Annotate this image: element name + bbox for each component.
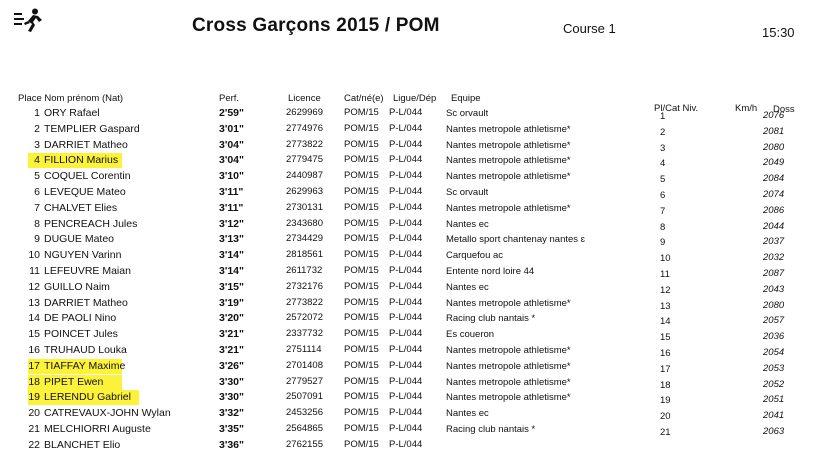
name-cell: TEMPLIER Gaspard	[44, 122, 140, 135]
ligue-cell: P-L/044	[389, 122, 423, 134]
perf-cell: 3'13"	[219, 233, 244, 246]
pl-cat-cell: 4	[660, 158, 666, 170]
licence-cell: 2701408	[286, 359, 323, 371]
perf-cell: 3'11"	[219, 201, 244, 214]
ligue-cell: P-L/044	[389, 438, 423, 450]
cat-cell: POM/15	[344, 423, 379, 434]
name-cell: DARRIET Matheo	[44, 296, 128, 309]
pl-cat-cell: 8	[660, 221, 666, 233]
cat-cell: POM/15	[344, 359, 379, 371]
name-cell: TRUHAUD Louka	[44, 344, 127, 356]
ligue-cell: P-L/044	[389, 328, 423, 340]
perf-cell: 3'04"	[219, 154, 244, 167]
ligue-cell: P-L/044	[389, 375, 423, 387]
pl-cat-cell: 5	[660, 174, 666, 186]
place-cell: 22	[28, 438, 40, 451]
equipe-cell: Carquefou ac	[446, 250, 504, 262]
pl-cat-cell: 18	[660, 379, 671, 391]
perf-cell: 3'36"	[219, 438, 244, 451]
pl-cat-cell: 14	[660, 316, 671, 328]
pl-cat-cell: 15	[660, 332, 671, 344]
doss-cell: 2044	[763, 220, 785, 232]
cat-cell: POM/15	[344, 312, 379, 324]
pl-cat-cell: 20	[660, 411, 671, 423]
cat-cell: POM/15	[344, 186, 379, 197]
equipe-cell: Es coueron	[446, 329, 495, 341]
doss-cell: 2063	[763, 426, 785, 437]
place-cell: 7	[34, 201, 40, 214]
equipe-cell: Nantes metropole athletisme*	[446, 171, 571, 183]
cat-cell: POM/15	[344, 122, 379, 134]
doss-cell: 2087	[763, 268, 785, 279]
ligue-cell: P-L/044	[389, 249, 423, 261]
doss-cell: 2080	[763, 299, 785, 311]
equipe-cell: Nantes ec	[446, 408, 489, 420]
perf-cell: 3'30"	[219, 391, 244, 404]
ligue-cell: P-L/044	[389, 217, 423, 229]
pl-cat-cell: 11	[660, 269, 670, 280]
cat-cell: POM/15	[344, 407, 379, 419]
place-cell: 18	[28, 375, 40, 388]
equipe-cell: Nantes metropole athletisme*	[446, 155, 571, 167]
doss-cell: 2057	[763, 315, 785, 327]
name-cell: TIAFFAY Maxime	[44, 359, 126, 372]
runner-icon	[14, 8, 44, 36]
licence-cell: 2779527	[286, 375, 323, 387]
ligue-cell: P-L/044	[389, 170, 423, 182]
perf-cell: 2'59"	[219, 107, 244, 119]
place-cell: 2	[34, 122, 40, 135]
cat-cell: POM/15	[344, 375, 379, 387]
pl-cat-cell: 12	[660, 284, 671, 296]
header-licence: Licence	[288, 93, 321, 104]
place-cell: 16	[28, 344, 40, 356]
perf-cell: 3'10"	[219, 170, 244, 183]
equipe-cell: Metallo sport chantenay nantes ɛ	[446, 234, 586, 246]
equipe-cell: Nantes metropole athletisme*	[446, 297, 571, 309]
cat-cell: POM/15	[344, 138, 379, 150]
equipe-cell: Sc orvault	[446, 108, 489, 119]
ligue-cell: P-L/044	[389, 280, 423, 292]
doss-cell: 2041	[763, 410, 785, 422]
pl-cat-cell: 3	[660, 142, 666, 154]
cat-cell: POM/15	[344, 154, 379, 166]
doss-cell: 2037	[763, 236, 785, 248]
name-cell: COQUEL Corentin	[44, 170, 131, 183]
perf-cell: 3'21"	[219, 344, 244, 356]
place-cell: 10	[28, 249, 40, 262]
place-cell: 9	[34, 233, 40, 246]
doss-cell: 2032	[763, 252, 785, 264]
ligue-cell: P-L/044	[389, 154, 423, 166]
licence-cell: 2734429	[286, 233, 323, 245]
pl-cat-cell: 2	[660, 126, 666, 138]
ligue-cell: P-L/044	[389, 423, 423, 434]
cat-cell: POM/15	[344, 201, 379, 213]
perf-cell: 3'19"	[219, 296, 244, 309]
doss-cell: 2052	[763, 378, 785, 390]
doss-cell: 2074	[763, 189, 785, 200]
place-cell: 11	[29, 265, 40, 277]
doss-cell: 2036	[763, 331, 785, 343]
table-row	[0, 439, 818, 457]
doss-cell: 2043	[763, 283, 785, 295]
equipe-cell: Nantes metropole athletisme*	[446, 376, 571, 388]
ligue-cell: P-L/044	[389, 344, 423, 355]
header-pl-cat-niv: Pl/Cat Niv.	[654, 103, 699, 114]
place-cell: 1	[34, 107, 40, 119]
licence-cell: 2507091	[286, 391, 323, 403]
place-cell: 6	[34, 186, 40, 198]
ligue-cell: P-L/044	[389, 186, 423, 197]
pl-cat-cell: 6	[660, 190, 666, 201]
header-cat: Cat/né(e)	[344, 93, 384, 104]
place-cell: 5	[34, 170, 40, 183]
licence-cell: 2818561	[286, 249, 323, 261]
equipe-cell: Nantes metropole athletisme*	[446, 392, 571, 404]
header-doss: Doss	[773, 104, 795, 115]
name-cell: MELCHIORRI Auguste	[44, 423, 151, 435]
ligue-cell: P-L/044	[389, 233, 423, 245]
cat-cell: POM/15	[344, 391, 379, 403]
equipe-cell: Entente nord loire 44	[446, 266, 535, 277]
header-kmh: Km/h	[735, 103, 758, 114]
name-cell: PIPET Ewen	[44, 375, 104, 388]
doss-cell: 2084	[763, 173, 785, 185]
place-cell: 19	[28, 391, 40, 404]
place-cell: 14	[28, 312, 40, 325]
cat-cell: POM/15	[344, 296, 379, 308]
ligue-cell: P-L/044	[389, 107, 423, 118]
equipe-cell: Nantes ec	[446, 281, 489, 293]
name-cell: GUILLO Naim	[44, 280, 110, 293]
name-cell: DE PAOLI Nino	[44, 312, 117, 325]
equipe-cell: Nantes metropole athletisme*	[446, 360, 571, 372]
equipe-cell: Sc orvault	[446, 187, 489, 198]
pl-cat-cell: 16	[660, 348, 671, 359]
doss-cell: 2081	[763, 125, 785, 137]
perf-cell: 3'32"	[219, 407, 244, 420]
licence-cell: 2774976	[286, 122, 323, 134]
pl-cat-cell: 10	[660, 253, 671, 265]
doss-cell: 2076	[763, 110, 785, 121]
licence-cell: 2629963	[286, 186, 323, 197]
perf-cell: 3'15"	[219, 280, 244, 293]
equipe-cell: Nantes metropole athletisme*	[446, 123, 571, 135]
name-cell: DARRIET Matheo	[44, 138, 128, 151]
cat-cell: POM/15	[344, 249, 379, 261]
pl-cat-cell: 17	[660, 363, 671, 375]
equipe-cell: Nantes metropole athletisme*	[446, 139, 571, 151]
licence-cell: 2773822	[286, 296, 323, 308]
perf-cell: 3'21"	[219, 328, 244, 341]
licence-cell: 2611732	[286, 265, 323, 276]
pl-cat-cell: 21	[660, 427, 671, 438]
equipe-cell: Nantes metropole athletisme*	[446, 345, 571, 356]
place-cell: 20	[28, 407, 40, 420]
cat-cell: POM/15	[344, 280, 379, 292]
perf-cell: 3'14"	[219, 249, 244, 262]
name-cell: DUGUE Mateo	[44, 233, 115, 246]
header-ligue: Ligue/Dép	[393, 93, 437, 104]
ligue-cell: P-L/044	[389, 407, 423, 419]
pl-cat-cell: 1	[660, 111, 666, 122]
cat-cell: POM/15	[344, 107, 379, 118]
pl-cat-cell: 9	[660, 237, 666, 249]
name-cell: LERENDU Gabriel	[44, 391, 131, 404]
place-cell: 8	[34, 217, 40, 230]
perf-cell: 3'30"	[219, 375, 244, 388]
ligue-cell: P-L/044	[389, 201, 423, 213]
perf-cell: 3'26"	[219, 359, 244, 372]
page-title: Cross Garçons 2015 / POM	[192, 15, 440, 36]
name-cell: BLANCHET Elio	[44, 438, 121, 451]
pl-cat-cell: 13	[660, 300, 671, 312]
name-cell: LEVEQUE Mateo	[44, 186, 126, 198]
name-cell: NGUYEN Varinn	[44, 249, 122, 262]
equipe-cell: Nantes ec	[446, 218, 489, 230]
licence-cell: 2751114	[286, 344, 322, 355]
licence-cell: 2572072	[286, 312, 323, 324]
name-cell: POINCET Jules	[44, 328, 118, 341]
ligue-cell: P-L/044	[389, 312, 423, 324]
place-cell: 13	[28, 296, 40, 309]
perf-cell: 3'04"	[219, 138, 244, 151]
doss-cell: 2051	[763, 394, 785, 406]
cat-cell: POM/15	[344, 170, 379, 182]
place-cell: 12	[28, 280, 40, 293]
name-cell: CATREVAUX-JOHN Wylan	[44, 407, 171, 420]
place-cell: 3	[34, 138, 40, 151]
place-cell: 4	[34, 154, 40, 167]
licence-cell: 2453256	[286, 407, 323, 419]
name-cell: LEFEUVRE Maian	[44, 265, 131, 277]
licence-cell: 2440987	[286, 170, 323, 182]
ligue-cell: P-L/044	[389, 138, 423, 150]
licence-cell: 2343680	[286, 217, 323, 229]
course-label: Course 1	[563, 21, 616, 36]
cat-cell: POM/15	[344, 265, 379, 276]
equipe-cell: Nantes metropole athletisme*	[446, 202, 571, 214]
doss-cell: 2053	[763, 362, 785, 374]
ligue-cell: P-L/044	[389, 265, 423, 276]
equipe-cell: Racing club nantais *	[446, 313, 536, 325]
name-cell: CHALVET Elies	[44, 201, 118, 214]
cat-cell: POM/15	[344, 438, 379, 450]
perf-cell: 3'20"	[219, 312, 244, 325]
perf-cell: 3'14"	[219, 265, 244, 277]
licence-cell: 2629969	[286, 107, 323, 118]
ligue-cell: P-L/044	[389, 296, 423, 308]
equipe-cell: Racing club nantais *	[446, 424, 536, 435]
licence-cell: 2564865	[286, 423, 323, 434]
cat-cell: POM/15	[344, 217, 379, 229]
place-cell: 15	[28, 328, 40, 341]
header-place-nom: Place Nom prénom (Nat)	[18, 93, 124, 104]
name-cell: FILLION Marius	[44, 154, 119, 167]
licence-cell: 2773822	[286, 138, 323, 150]
doss-cell: 2054	[763, 347, 785, 358]
start-time: 15:30	[762, 25, 795, 40]
header-perf: Perf.	[219, 93, 240, 104]
perf-cell: 3'11"	[219, 186, 244, 198]
ligue-cell: P-L/044	[389, 391, 423, 403]
licence-cell: 2337732	[286, 328, 323, 340]
name-cell: ORY Rafael	[44, 107, 100, 119]
perf-cell: 3'12"	[219, 217, 244, 230]
doss-cell: 2049	[763, 157, 785, 169]
header-equipe: Equipe	[451, 93, 481, 104]
licence-cell: 2730131	[286, 201, 323, 213]
pl-cat-cell: 19	[660, 395, 671, 407]
place-cell: 21	[28, 423, 40, 435]
cat-cell: POM/15	[344, 344, 379, 355]
perf-cell: 3'35"	[219, 423, 244, 435]
doss-cell: 2080	[763, 141, 785, 153]
ligue-cell: P-L/044	[389, 359, 423, 371]
place-cell: 17	[28, 359, 40, 372]
doss-cell: 2086	[763, 204, 785, 216]
licence-cell: 2732176	[286, 280, 323, 292]
licence-cell: 2779475	[286, 154, 323, 166]
pl-cat-cell: 7	[660, 205, 666, 217]
perf-cell: 3'01"	[219, 122, 244, 135]
name-cell: PENCREACH Jules	[44, 217, 138, 230]
cat-cell: POM/15	[344, 233, 379, 245]
licence-cell: 2762155	[286, 438, 323, 450]
cat-cell: POM/15	[344, 328, 379, 340]
